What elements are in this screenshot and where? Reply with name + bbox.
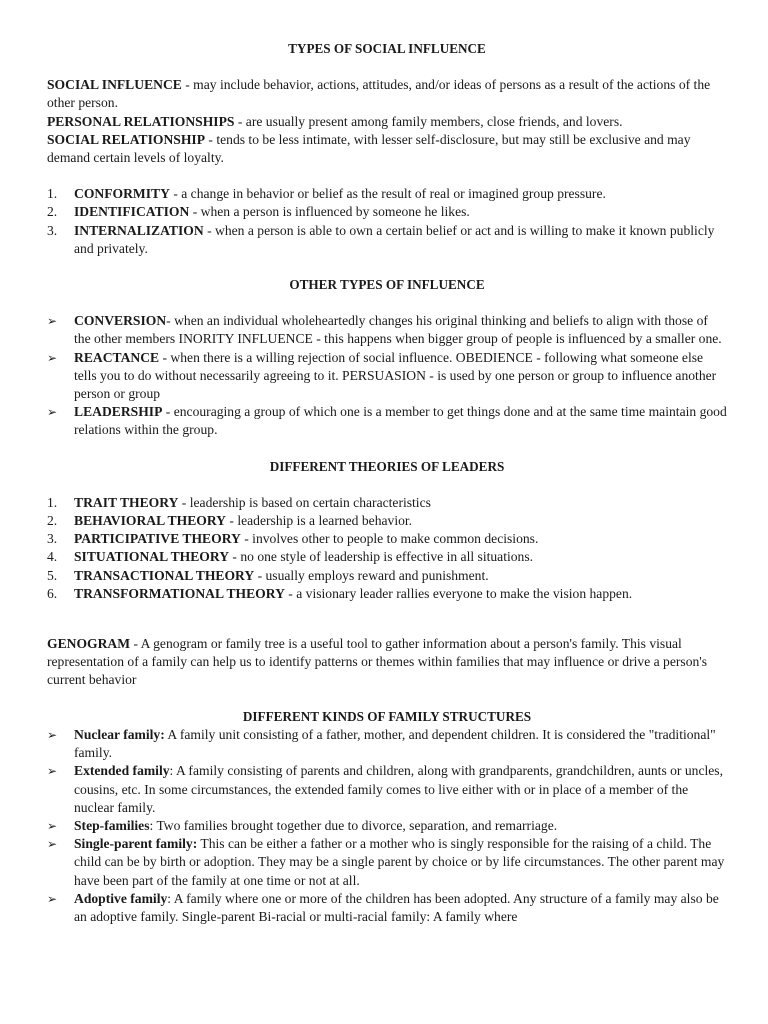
theories-list [47, 494, 727, 603]
list-number: 3. [47, 222, 58, 238]
genogram-term: GENOGRAM [47, 636, 131, 652]
item-term: BEHAVIORAL THEORY [74, 513, 226, 529]
item-text: : Two families brought together due to divorce, separation, and remarriage. [149, 817, 558, 833]
list-item [47, 349, 727, 404]
list-number: 1. [47, 186, 58, 202]
list-item [47, 548, 727, 566]
list-number: 3. [47, 531, 58, 547]
arrow-bullet-icon: ➢ [47, 837, 58, 852]
definition-text: - are usually present among family members, close friends, and lovers. [234, 113, 623, 129]
list-number: 4. [47, 549, 58, 565]
item-term: TRANSFORMATIONAL THEORY [74, 585, 285, 601]
item-term: CONVERSION [74, 313, 167, 329]
item-text: - leadership is a learned behavior. [226, 513, 413, 529]
list-item [47, 890, 727, 926]
section-heading-theories: DIFFERENT THEORIES OF LEADERS [269, 458, 505, 474]
list-item [47, 185, 727, 203]
list-item [47, 726, 727, 762]
list-number: 5. [47, 567, 58, 583]
item-term: Step-families [74, 817, 150, 833]
arrow-bullet-icon: ➢ [47, 405, 58, 420]
family-structures-list [47, 726, 727, 926]
item-text: - when a person is influenced by someone he likes. [189, 204, 470, 220]
item-text: - no one style of leadership is effective in all situations. [229, 549, 534, 565]
list-number: 2. [47, 204, 58, 220]
item-text: - when a person is able to own a certain belief or act and is willing to make it known publicly and privately. [74, 222, 715, 256]
item-text: - when an individual wholeheartedly changes his original thinking and beliefs to align with those of the other members INORITY INFLUENCE - this happens when bigger group of people is influenced by a smaller one. [74, 313, 722, 347]
definition-term: SOCIAL RELATIONSHIP [47, 131, 206, 147]
genogram-paragraph [47, 635, 727, 690]
definitions-section [47, 76, 727, 167]
section-heading-family-structures: DIFFERENT KINDS OF FAMILY STRUCTURES [242, 708, 532, 724]
list-item [47, 312, 727, 348]
item-text: - usually employs reward and punishment. [254, 567, 489, 583]
section-heading-other-types: OTHER TYPES OF INFLUENCE [289, 277, 485, 293]
list-item [47, 530, 727, 548]
item-term: LEADERSHIP [74, 404, 163, 420]
list-item [47, 585, 727, 603]
list-item [47, 817, 727, 835]
document-page [47, 40, 727, 926]
item-term: PARTICIPATIVE THEORY [74, 531, 241, 547]
item-term: REACTANCE [74, 349, 160, 365]
item-text: - involves other to people to make common decisions. [240, 531, 539, 547]
item-term: Extended family [74, 763, 170, 779]
list-item [47, 567, 727, 585]
arrow-bullet-icon: ➢ [47, 350, 58, 365]
arrow-bullet-icon: ➢ [47, 818, 58, 833]
item-text: : A family consisting of parents and children, along with grandparents, grandchildren, aunts or uncles, cousins, etc. In some circumstances, the extended family comes to live either with or in place of a member of the nuclear family. [74, 763, 723, 815]
item-term: CONFORMITY [74, 186, 170, 202]
definition-text: - may include behavior, actions, attitudes, and/or ideas of persons as a result of the actions of the other person. [47, 77, 711, 111]
list-number: 1. [47, 494, 58, 510]
list-item [47, 203, 727, 221]
page-title: TYPES OF SOCIAL INFLUENCE [288, 41, 486, 56]
influence-types-list [47, 185, 727, 258]
definition-term: PERSONAL RELATIONSHIPS [47, 113, 235, 129]
item-text: - when there is a willing rejection of social influence. OBEDIENCE - following what someone else tells you to do without necessarily agreeing to it. PERSUASION - is used by one person or group to influence another person or group [74, 349, 717, 402]
definition-personal-relationships [47, 113, 727, 131]
list-item [47, 512, 727, 530]
item-term: TRANSACTIONAL THEORY [74, 567, 255, 583]
arrow-bullet-icon: ➢ [47, 727, 58, 742]
list-item [47, 403, 727, 439]
definition-text: - tends to be less intimate, with lesser self-disclosure, but may still be exclusive and may demand certain levels of loyalty. [47, 131, 691, 166]
list-number: 2. [47, 513, 58, 529]
item-term: Nuclear family: [74, 726, 165, 742]
item-text: : A family where one or more of the children has been adopted. Any structure of a family may also be an adoptive family. Single-parent Bi-racial or multi-racial family: A family where [74, 890, 719, 924]
item-term: Adoptive family [74, 890, 168, 906]
item-text: - leadership is based on certain characteristics [178, 494, 431, 510]
arrow-bullet-icon: ➢ [47, 891, 58, 906]
item-text: - a change in behavior or belief as the result of real or imagined group pressure. [169, 186, 606, 202]
list-item [47, 835, 727, 890]
definition-social-relationship [47, 131, 727, 167]
list-item [47, 762, 727, 817]
list-item [47, 222, 727, 258]
list-item [47, 494, 727, 512]
arrow-bullet-icon: ➢ [47, 764, 58, 779]
item-term: INTERNALIZATION [74, 222, 204, 238]
definition-term: SOCIAL INFLUENCE [47, 77, 182, 93]
other-types-list [47, 312, 727, 439]
item-term: SITUATIONAL THEORY [74, 549, 230, 565]
arrow-bullet-icon: ➢ [47, 314, 58, 329]
list-number: 6. [47, 585, 58, 601]
definition-social-influence [47, 76, 727, 112]
item-term: IDENTIFICATION [74, 204, 190, 220]
genogram-text: - A genogram or family tree is a useful tool to gather information about a person's family. This visual representation of a family can help us to identify patterns or themes within families that may influence or drive a person's current behavior [47, 636, 708, 688]
item-text: - encouraging a group of which one is a member to get things done and at the same time maintain good relations within the group. [74, 404, 727, 438]
item-text: - a visionary leader rallies everyone to make the vision happen. [284, 585, 633, 601]
item-term: Single-parent family: [74, 836, 198, 852]
item-term: TRAIT THEORY [74, 494, 179, 510]
item-text: A family unit consisting of a father, mother, and dependent children. It is considered the "traditional" family. [74, 726, 716, 761]
item-text: This can be either a father or a mother who is singly responsible for the raising of a child. The child can be by birth or adoption. They may be a single parent by choice or by life circumstances. The other parent may have been part of the family at one time or not at all. [74, 836, 725, 888]
